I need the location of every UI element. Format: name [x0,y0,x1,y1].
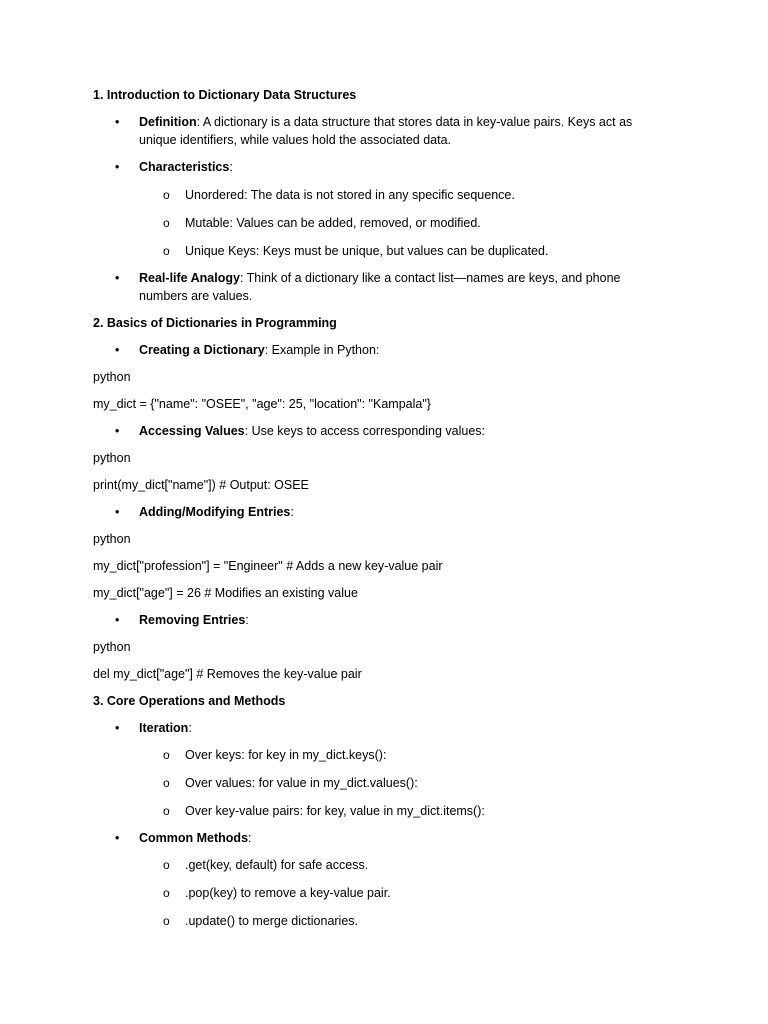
sub-bullet-marker: o [163,188,170,202]
section-2-heading: 2. Basics of Dictionaries in Programming [93,316,337,330]
sub-list-item [93,242,658,260]
definition-label: Definition [139,115,197,129]
characteristics-colon: : [229,160,233,174]
sub-bullet-marker: o [163,748,170,762]
sub-list-item [93,774,658,792]
code-language-label: python [93,370,131,384]
iteration-bullet [93,719,658,737]
accessing-label: Accessing Values [139,424,245,438]
methods-colon: : [248,831,252,845]
bullet-marker: • [115,831,120,845]
accessing-bullet [93,422,658,440]
section-1-heading: 1. Introduction to Dictionary Data Structures [93,88,357,102]
code-language-label: python [93,532,131,546]
creating-label: Creating a Dictionary [139,343,265,357]
creating-text: : Example in Python: [264,343,380,357]
iteration-label: Iteration [139,721,189,735]
code-line: my_dict["age"] = 26 # Modifies an existing value [93,586,358,600]
bullet-marker: • [115,424,120,438]
removing-bullet [93,611,658,629]
definition-bullet [93,113,658,149]
bullet-marker: • [115,613,120,627]
methods-label: Common Methods [139,831,249,845]
sub-bullet-marker: o [163,886,170,900]
sub-bullet-marker: o [163,244,170,258]
sub-list-item [93,912,658,930]
accessing-text: : Use keys to access corresponding values: [244,424,486,438]
iteration-colon: : [188,721,192,735]
code-line: my_dict["profession"] = "Engineer" # Adds a new key-value pair [93,559,443,573]
sub-bullet-marker: o [163,804,170,818]
sub-list-item-text: Over values: for value in my_dict.values(): [185,776,418,790]
code-language-label: python [93,451,131,465]
sub-list-item-text: .update() to merge dictionaries. [185,914,359,928]
removing-label: Removing Entries [139,613,246,627]
bullet-marker: • [115,271,120,285]
sub-bullet-marker: o [163,914,170,928]
sub-list-item-text: .pop(key) to remove a key-value pair. [185,886,391,900]
sub-list-item [93,746,658,764]
bullet-marker: • [115,721,120,735]
code-language-label: python [93,640,131,654]
sub-list-item [93,186,658,204]
sub-list-item [93,802,658,820]
sub-bullet-marker: o [163,858,170,872]
analogy-bullet [93,269,658,305]
sub-list-item-text: .get(key, default) for safe access. [185,858,369,872]
creating-bullet [93,341,658,359]
removing-colon: : [245,613,249,627]
characteristics-bullet [93,158,658,176]
sub-list-item-text: Over key-value pairs: for key, value in my_dict.items(): [185,804,485,818]
bullet-marker: • [115,505,120,519]
sub-list-item-text: Over keys: for key in my_dict.keys(): [185,748,387,762]
sub-list-item-text: Mutable: Values can be added, removed, or modified. [185,216,481,230]
adding-label: Adding/Modifying Entries [139,505,291,519]
adding-colon: : [290,505,294,519]
bullet-marker: • [115,160,120,174]
analogy-text: : Think of a dictionary like a contact list—names are keys, and phone numbers are values. [139,271,621,303]
analogy-label: Real-life Analogy [139,271,240,285]
code-line: print(my_dict["name"]) # Output: OSEE [93,478,309,492]
sub-list-item [93,214,658,232]
sub-list-item-text: Unique Keys: Keys must be unique, but values can be duplicated. [185,244,549,258]
bullet-marker: • [115,343,120,357]
characteristics-label: Characteristics [139,160,230,174]
sub-list-item-text: Unordered: The data is not stored in any specific sequence. [185,188,515,202]
sub-list-item [93,884,658,902]
methods-bullet [93,829,658,847]
definition-text: : A dictionary is a data structure that stores data in key-value pairs. Keys act as unique identifiers, while values hold the associated data. [139,115,633,147]
code-line: del my_dict["age"] # Removes the key-value pair [93,667,362,681]
sub-bullet-marker: o [163,776,170,790]
section-3-heading: 3. Core Operations and Methods [93,694,286,708]
sub-bullet-marker: o [163,216,170,230]
adding-bullet [93,503,658,521]
code-line: my_dict = {"name": "OSEE", "age": 25, "location": "Kampala"} [93,397,431,411]
bullet-marker: • [115,115,120,129]
sub-list-item [93,856,658,874]
